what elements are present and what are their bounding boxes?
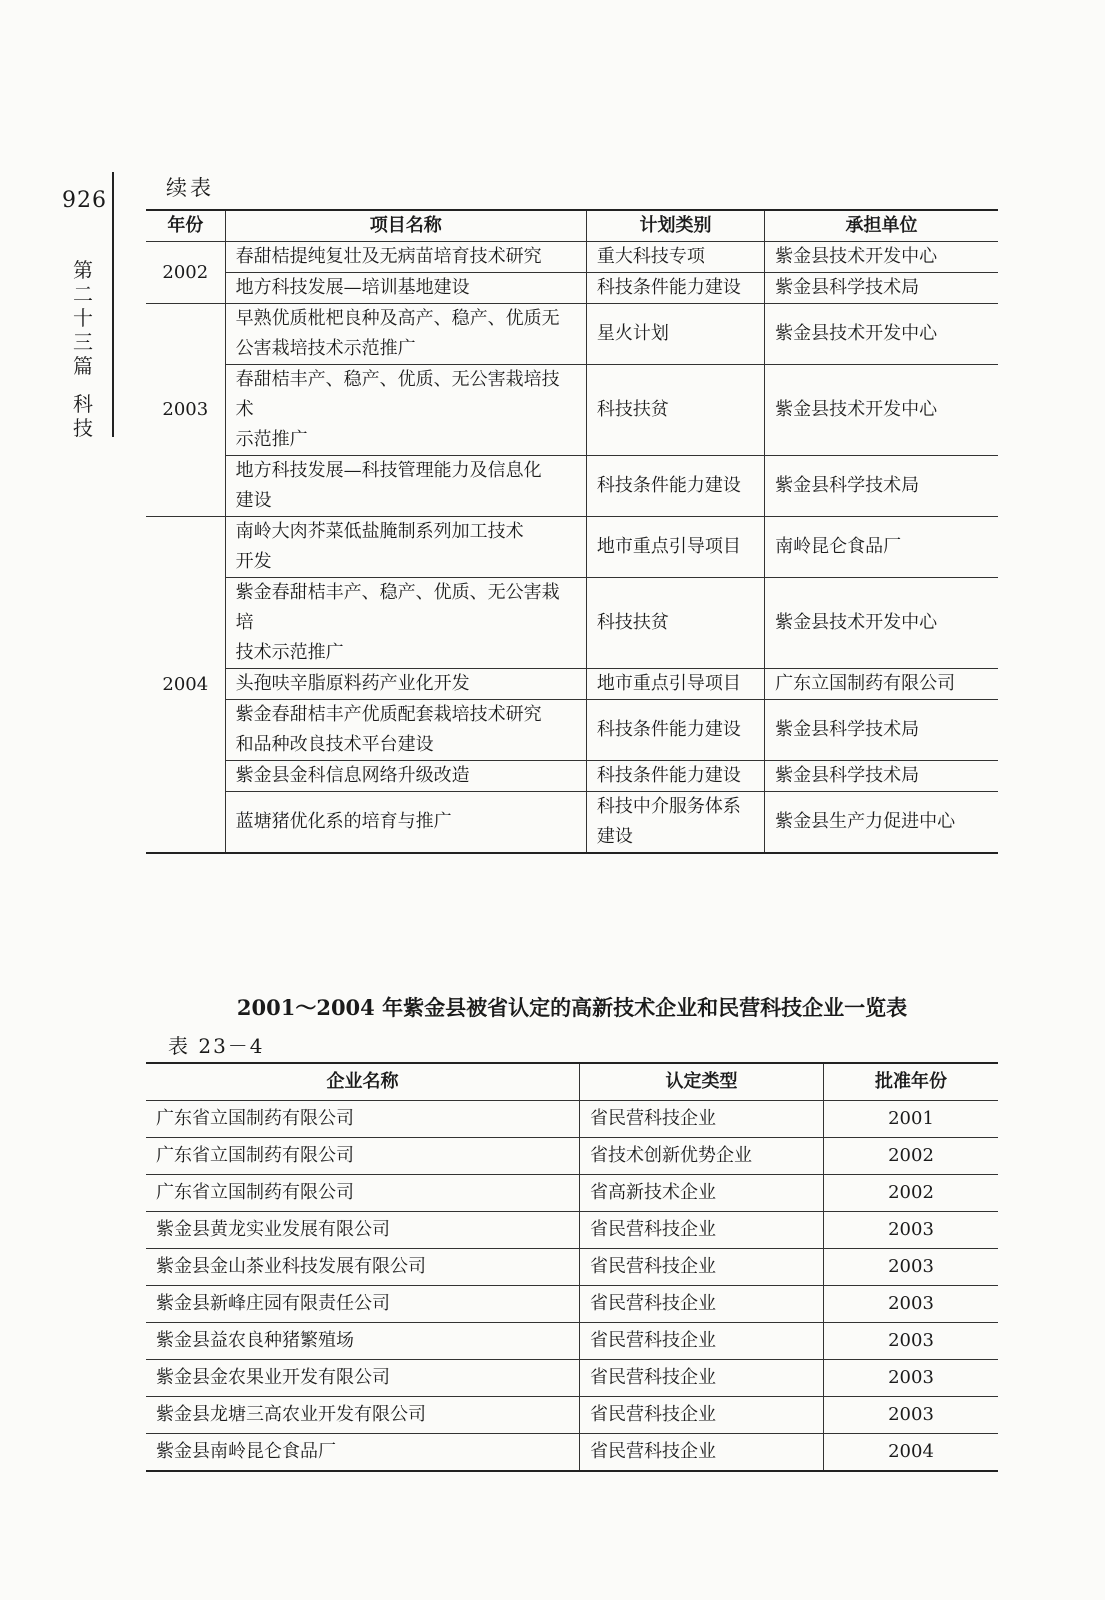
approval-year-cell: 2003 [824,1360,999,1397]
project-name-line: 春甜桔丰产、稳产、优质、无公害栽培技术 [235,369,560,420]
enterprise-name-cell: 紫金县新峰庄园有限责任公司 [146,1286,580,1323]
table-row [146,242,998,273]
project-name-line: 蓝塘猪优化系的培育与推广 [235,811,452,832]
certification-type-cell: 省民营科技企业 [580,1212,824,1249]
project-name-cell [225,578,586,669]
undertaking-unit-cell: 紫金县科学技术局 [765,273,998,304]
table-row [146,669,998,700]
table-row [146,1175,998,1212]
table-row [146,792,998,854]
undertaking-unit-cell: 紫金县技术开发中心 [765,304,998,365]
section-title-char: 三 [73,330,93,354]
project-name-line: 紫金县金科信息网络升级改造 [235,765,470,786]
header-year: 年份 [146,210,225,242]
plan-type-cell [586,365,764,456]
table-row [146,761,998,792]
plan-type-line: 星火计划 [596,323,669,344]
table-row [146,273,998,304]
table-row [146,578,998,669]
project-name-line: 建设 [235,490,272,511]
project-name-cell [225,761,586,792]
project-name-cell [225,242,586,273]
certification-type-cell: 省民营科技企业 [580,1360,824,1397]
project-name-cell [225,517,586,578]
project-name-line: 示范推广 [235,429,308,450]
approval-year-cell: 2002 [824,1138,999,1175]
plan-type-line: 重大科技专项 [596,246,705,267]
header-enterprise-name: 企业名称 [146,1063,580,1101]
certification-type-cell: 省民营科技企业 [580,1101,824,1138]
undertaking-unit-cell: 紫金县技术开发中心 [765,578,998,669]
year-cell: 2003 [146,304,225,517]
section-title-char: 篇 [73,354,93,378]
certification-type-cell: 省高新技术企业 [580,1175,824,1212]
certification-type-cell: 省技术创新优势企业 [580,1138,824,1175]
project-name-line: 头孢呋辛脂原料药产业化开发 [235,673,470,694]
header-undertaking-unit: 承担单位 [765,210,998,242]
project-name-line: 技术示范推广 [235,642,344,663]
certification-type-cell: 省民营科技企业 [580,1323,824,1360]
undertaking-unit-cell: 广东立国制药有限公司 [765,669,998,700]
table-row [146,304,998,365]
plan-type-cell [586,669,764,700]
project-name-cell [225,365,586,456]
table-header-row [146,1063,998,1101]
section-title-char: 科 [73,392,93,416]
table-row [146,1212,998,1249]
plan-type-line: 科技条件能力建设 [596,475,741,496]
project-name-line: 公害栽培技术示范推广 [235,338,416,359]
table-row [146,1249,998,1286]
table2-title: 2001～2004 年紫金县被省认定的高新技术企业和民营科技企业一览表 [236,995,908,1020]
plan-type-line: 地市重点引导项目 [596,673,741,694]
project-name-cell [225,792,586,854]
project-name-cell [225,456,586,517]
table-row [146,700,998,761]
enterprise-name-cell: 广东省立国制药有限公司 [146,1175,580,1212]
enterprise-name-cell: 广东省立国制药有限公司 [146,1138,580,1175]
certification-type-cell: 省民营科技企业 [580,1434,824,1472]
certification-type-cell: 省民营科技企业 [580,1397,824,1434]
table-row [146,517,998,578]
approval-year-cell: 2004 [824,1434,999,1472]
header-project-name: 项目名称 [225,210,586,242]
enterprise-name-cell: 紫金县益农良种猪繁殖场 [146,1323,580,1360]
enterprise-name-cell: 广东省立国制药有限公司 [146,1101,580,1138]
certification-type-cell: 省民营科技企业 [580,1249,824,1286]
plan-type-cell [586,792,764,854]
plan-type-line: 科技中介服务体系 [596,796,741,817]
plan-type-line: 科技扶贫 [596,399,669,420]
plan-type-cell [586,242,764,273]
enterprise-name-cell: 紫金县金农果业开发有限公司 [146,1360,580,1397]
plan-type-cell [586,273,764,304]
undertaking-unit-cell: 紫金县技术开发中心 [765,365,998,456]
plan-type-line: 科技条件能力建设 [596,277,741,298]
project-name-cell [225,669,586,700]
approval-year-cell: 2003 [824,1323,999,1360]
header-approval-year: 批准年份 [824,1063,999,1101]
section-title-char: 二 [73,282,93,306]
table-row [146,365,998,456]
plan-type-cell [586,456,764,517]
table2-label: 表 23－4 [168,1034,265,1058]
table-row [146,1360,998,1397]
plan-type-cell [586,517,764,578]
undertaking-unit-cell: 南岭昆仑食品厂 [765,517,998,578]
approval-year-cell: 2003 [824,1249,999,1286]
plan-type-cell [586,761,764,792]
plan-type-line: 科技条件能力建设 [596,719,741,740]
enterprises-table [146,1062,998,1472]
approval-year-cell: 2002 [824,1175,999,1212]
undertaking-unit-cell: 紫金县科学技术局 [765,761,998,792]
plan-type-line: 科技扶贫 [596,612,669,633]
year-cell: 2002 [146,242,225,304]
page-number: 926 [62,188,107,213]
year-cell: 2004 [146,517,225,854]
enterprise-name-cell: 紫金县南岭昆仑食品厂 [146,1434,580,1472]
project-name-line: 紫金春甜桔丰产优质配套栽培技术研究 [235,704,542,725]
plan-type-cell [586,700,764,761]
project-name-line: 南岭大肉芥菜低盐腌制系列加工技术 [235,521,524,542]
project-name-line: 早熟优质枇杷良种及高产、稳产、优质无 [235,308,560,329]
plan-type-line: 地市重点引导项目 [596,536,741,557]
table-row [146,456,998,517]
project-name-line: 和品种改良技术平台建设 [235,734,434,755]
undertaking-unit-cell: 紫金县科学技术局 [765,456,998,517]
plan-type-line: 建设 [596,826,633,847]
header-certification-type: 认定类型 [580,1063,824,1101]
table-header-row [146,210,998,242]
plan-type-cell [586,578,764,669]
undertaking-unit-cell: 紫金县技术开发中心 [765,242,998,273]
enterprise-name-cell: 紫金县龙塘三高农业开发有限公司 [146,1397,580,1434]
project-name-line: 地方科技发展—科技管理能力及信息化 [235,460,542,481]
margin-rule [112,172,114,437]
project-name-cell [225,273,586,304]
certification-type-cell: 省民营科技企业 [580,1286,824,1323]
project-name-cell [225,700,586,761]
section-title-gap [72,378,94,392]
table-row [146,1101,998,1138]
table-row [146,1323,998,1360]
section-title-char: 技 [73,416,93,440]
project-name-line: 开发 [235,551,272,572]
enterprise-name-cell: 紫金县黄龙实业发展有限公司 [146,1212,580,1249]
section-title-char: 第 [73,258,93,282]
section-title-char: 十 [73,306,93,330]
section-title-vertical [72,258,94,440]
approval-year-cell: 2003 [824,1397,999,1434]
project-name-cell [225,304,586,365]
project-name-line: 春甜桔提纯复壮及无病苗培育技术研究 [235,246,542,267]
approval-year-cell: 2001 [824,1101,999,1138]
undertaking-unit-cell: 紫金县科学技术局 [765,700,998,761]
header-plan-type: 计划类别 [586,210,764,242]
table-row [146,1138,998,1175]
undertaking-unit-cell: 紫金县生产力促进中心 [765,792,998,854]
approval-year-cell: 2003 [824,1286,999,1323]
project-name-line: 地方科技发展—培训基地建设 [235,277,470,298]
table-row [146,1397,998,1434]
plan-type-cell [586,304,764,365]
plan-type-line: 科技条件能力建设 [596,765,741,786]
table-row [146,1434,998,1472]
enterprise-name-cell: 紫金县金山茶业科技发展有限公司 [146,1249,580,1286]
table-continued-label: 续表 [166,176,214,200]
projects-table [146,209,998,854]
project-name-line: 紫金春甜桔丰产、稳产、优质、无公害栽培 [235,582,560,633]
approval-year-cell: 2003 [824,1212,999,1249]
table-row [146,1286,998,1323]
